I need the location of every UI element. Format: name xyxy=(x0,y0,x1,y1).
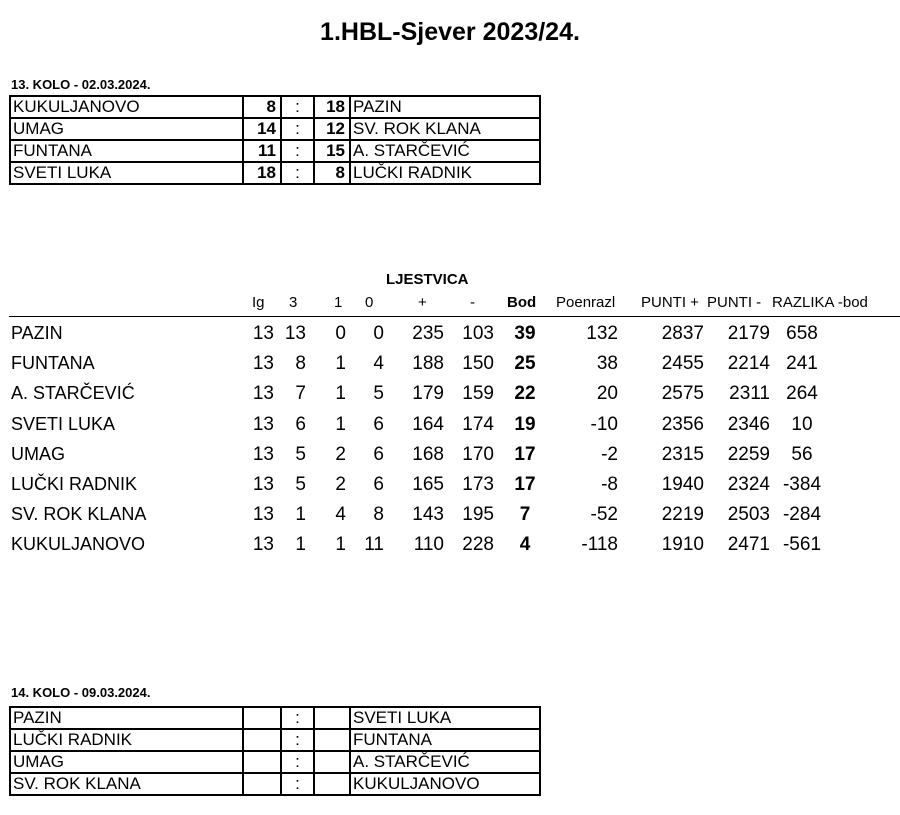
away-team: PAZIN xyxy=(350,96,540,118)
header-l: 0 xyxy=(365,294,374,311)
away-score: 15 xyxy=(314,140,350,162)
score-separator: : xyxy=(281,751,314,773)
cell-d: 2 xyxy=(335,474,346,495)
cell-w: 13 xyxy=(284,323,306,344)
cell-bod: 7 xyxy=(519,504,531,526)
header-divider xyxy=(9,316,900,317)
team-name: PAZIN xyxy=(11,323,63,343)
cell-razlika: 56 xyxy=(791,443,813,465)
team-name: FUNTANA xyxy=(11,353,95,374)
cell-bod: 17 xyxy=(514,443,536,465)
cell-diff: -52 xyxy=(590,504,618,526)
cell-pplus: 1940 xyxy=(661,474,704,495)
cell-w: 1 xyxy=(295,504,306,526)
cell-ig: 13 xyxy=(252,504,274,526)
team-name: A. STARČEVIĆ xyxy=(11,383,135,404)
match-row xyxy=(10,751,540,773)
team-name: SV. ROK KLANA xyxy=(11,504,147,525)
cell-ig: 13 xyxy=(252,474,274,495)
cell-pminus: 2346 xyxy=(727,413,770,435)
cell-l: 0 xyxy=(373,323,384,344)
cell-d: 2 xyxy=(335,443,346,465)
cell-razlika: 241 xyxy=(786,353,818,375)
cell-d: 1 xyxy=(335,534,346,556)
cell-diff: 132 xyxy=(586,323,618,344)
cell-minus: 174 xyxy=(462,413,494,435)
cell-plus: 235 xyxy=(412,323,444,344)
score-separator: : xyxy=(281,96,314,118)
cell-ig: 13 xyxy=(252,534,274,556)
cell-plus: 110 xyxy=(413,534,444,556)
cell-razlika: 658 xyxy=(786,323,818,344)
home-team: LUČKI RADNIK xyxy=(10,729,243,751)
cell-l: 4 xyxy=(373,353,384,375)
page-title: 1.HBL-Sjever 2023/24. xyxy=(320,18,580,46)
score-separator: : xyxy=(281,118,314,140)
cell-l: 8 xyxy=(373,504,384,526)
score-separator: : xyxy=(281,162,314,184)
header-d: 1 xyxy=(334,294,343,311)
cell-w: 7 xyxy=(295,383,306,405)
cell-plus: 143 xyxy=(412,504,444,526)
home-score: 14 xyxy=(243,118,281,140)
cell-diff: -2 xyxy=(601,443,618,465)
away-score xyxy=(314,773,350,795)
match-row xyxy=(10,118,540,140)
cell-razlika: -284 xyxy=(782,504,822,526)
team-name: KUKULJANOVO xyxy=(11,534,146,555)
cell-ig: 13 xyxy=(252,353,274,375)
home-team: KUKULJANOVO xyxy=(10,96,243,118)
cell-d: 1 xyxy=(335,413,346,435)
away-score xyxy=(314,707,350,729)
away-team: A. STARČEVIĆ xyxy=(350,140,540,162)
away-score: 12 xyxy=(314,118,350,140)
cell-l: 5 xyxy=(373,383,384,405)
team-name: SVETI LUKA xyxy=(11,413,116,434)
cell-minus: 159 xyxy=(462,383,494,405)
header-pminus: PUNTI - xyxy=(707,294,762,311)
cell-pplus: 1910 xyxy=(661,534,704,556)
header-plus: + xyxy=(418,294,427,311)
cell-minus: 228 xyxy=(462,534,494,556)
cell-bod: 4 xyxy=(519,534,531,556)
cell-d: 4 xyxy=(335,504,346,526)
away-team: SVETI LUKA xyxy=(350,707,540,729)
cell-diff: -8 xyxy=(601,474,618,495)
header-minus: - xyxy=(470,294,475,311)
team-name: LUČKI RADNIK xyxy=(11,474,138,494)
cell-razlika: 264 xyxy=(786,383,818,405)
team-name: UMAG xyxy=(11,443,65,464)
home-team: SV. ROK KLANA xyxy=(10,773,243,795)
cell-pminus: 2179 xyxy=(727,323,770,344)
standings-row xyxy=(0,504,900,534)
score-separator: : xyxy=(281,707,314,729)
header-w: 3 xyxy=(289,294,298,311)
header-bod: Bod xyxy=(507,294,537,311)
cell-plus: 168 xyxy=(412,443,444,465)
cell-pplus: 2356 xyxy=(661,413,704,435)
away-score xyxy=(314,729,350,751)
cell-w: 6 xyxy=(295,413,306,435)
match-row xyxy=(10,773,540,795)
standings-row xyxy=(0,474,900,504)
cell-w: 8 xyxy=(295,353,306,375)
cell-minus: 150 xyxy=(462,353,494,375)
cell-bod: 22 xyxy=(514,383,536,405)
cell-ig: 13 xyxy=(252,323,274,344)
home-team: SVETI LUKA xyxy=(10,162,243,184)
match-row xyxy=(10,729,540,751)
header-pplus: PUNTI + xyxy=(641,294,699,311)
standings-row xyxy=(0,353,900,383)
cell-bod: 19 xyxy=(514,413,536,435)
standings-row xyxy=(0,534,900,564)
home-score xyxy=(243,707,281,729)
cell-razlika: 10 xyxy=(791,413,813,435)
home-score: 8 xyxy=(243,96,281,118)
cell-ig: 13 xyxy=(252,413,274,435)
cell-ig: 13 xyxy=(252,443,274,465)
cell-plus: 188 xyxy=(412,353,444,375)
cell-pminus: 2471 xyxy=(727,534,770,556)
cell-pminus: 2324 xyxy=(727,474,770,495)
cell-bod: 25 xyxy=(514,353,536,375)
home-score: 18 xyxy=(243,162,281,184)
home-score xyxy=(243,751,281,773)
standings-title: LJESTVICA xyxy=(386,271,469,288)
standings-row xyxy=(0,444,900,474)
cell-pplus: 2575 xyxy=(661,383,704,405)
cell-w: 5 xyxy=(295,443,306,465)
score-separator: : xyxy=(281,773,314,795)
match-row xyxy=(10,140,540,162)
standings-row xyxy=(0,383,900,413)
match-row xyxy=(10,96,540,118)
standings-row xyxy=(0,323,900,353)
standings-row xyxy=(0,414,900,444)
away-team: A. STARČEVIĆ xyxy=(350,751,540,773)
cell-w: 5 xyxy=(295,474,306,495)
cell-pplus: 2837 xyxy=(661,323,704,344)
away-score: 18 xyxy=(314,96,350,118)
cell-minus: 170 xyxy=(462,443,494,465)
cell-razlika: -384 xyxy=(782,474,822,495)
cell-pminus: 2311 xyxy=(729,383,770,405)
round-14-label: 14. KOLO - 09.03.2024. xyxy=(11,685,151,700)
match-row xyxy=(10,162,540,184)
away-team: LUČKI RADNIK xyxy=(350,162,540,184)
cell-l: 6 xyxy=(373,413,384,435)
home-team: UMAG xyxy=(10,751,243,773)
cell-pminus: 2259 xyxy=(727,443,770,465)
cell-d: 1 xyxy=(335,383,346,405)
cell-razlika: -561 xyxy=(782,534,822,556)
cell-plus: 164 xyxy=(412,413,444,435)
away-team: FUNTANA xyxy=(350,729,540,751)
header-razlika: RAZLIKA -bod xyxy=(772,294,868,311)
home-team: PAZIN xyxy=(10,707,243,729)
cell-diff: 38 xyxy=(596,353,618,375)
home-score: 11 xyxy=(243,140,281,162)
cell-pplus: 2455 xyxy=(661,353,704,375)
header-diff: Poenrazl xyxy=(556,294,616,311)
home-score xyxy=(243,773,281,795)
cell-l: 6 xyxy=(373,474,384,495)
cell-pplus: 2219 xyxy=(661,504,704,526)
cell-minus: 173 xyxy=(462,474,494,495)
round-14-fixtures-table xyxy=(9,706,541,796)
cell-pplus: 2315 xyxy=(661,443,704,465)
cell-d: 1 xyxy=(335,353,346,375)
cell-bod: 39 xyxy=(514,323,536,344)
home-team: FUNTANA xyxy=(10,140,243,162)
cell-w: 1 xyxy=(295,534,306,556)
away-team: KUKULJANOVO xyxy=(350,773,540,795)
cell-minus: 103 xyxy=(462,323,494,344)
home-score xyxy=(243,729,281,751)
round-13-label: 13. KOLO - 02.03.2024. xyxy=(11,77,151,92)
score-separator: : xyxy=(281,140,314,162)
cell-l: 11 xyxy=(364,534,384,556)
home-team: UMAG xyxy=(10,118,243,140)
away-score: 8 xyxy=(314,162,350,184)
cell-diff: 20 xyxy=(596,383,618,405)
header-ig: Ig xyxy=(252,294,265,311)
cell-ig: 13 xyxy=(252,383,274,405)
cell-diff: -118 xyxy=(581,534,618,556)
cell-l: 6 xyxy=(373,443,384,465)
cell-bod: 17 xyxy=(514,474,536,495)
cell-plus: 179 xyxy=(412,383,444,405)
cell-pminus: 2503 xyxy=(727,504,770,526)
cell-d: 0 xyxy=(335,323,346,344)
score-separator: : xyxy=(281,729,314,751)
away-team: SV. ROK KLANA xyxy=(350,118,540,140)
cell-plus: 165 xyxy=(412,474,444,495)
cell-diff: -10 xyxy=(590,413,618,435)
cell-minus: 195 xyxy=(462,504,494,526)
match-row xyxy=(10,707,540,729)
away-score xyxy=(314,751,350,773)
cell-pminus: 2214 xyxy=(727,353,770,375)
round-13-results-table xyxy=(9,95,541,185)
